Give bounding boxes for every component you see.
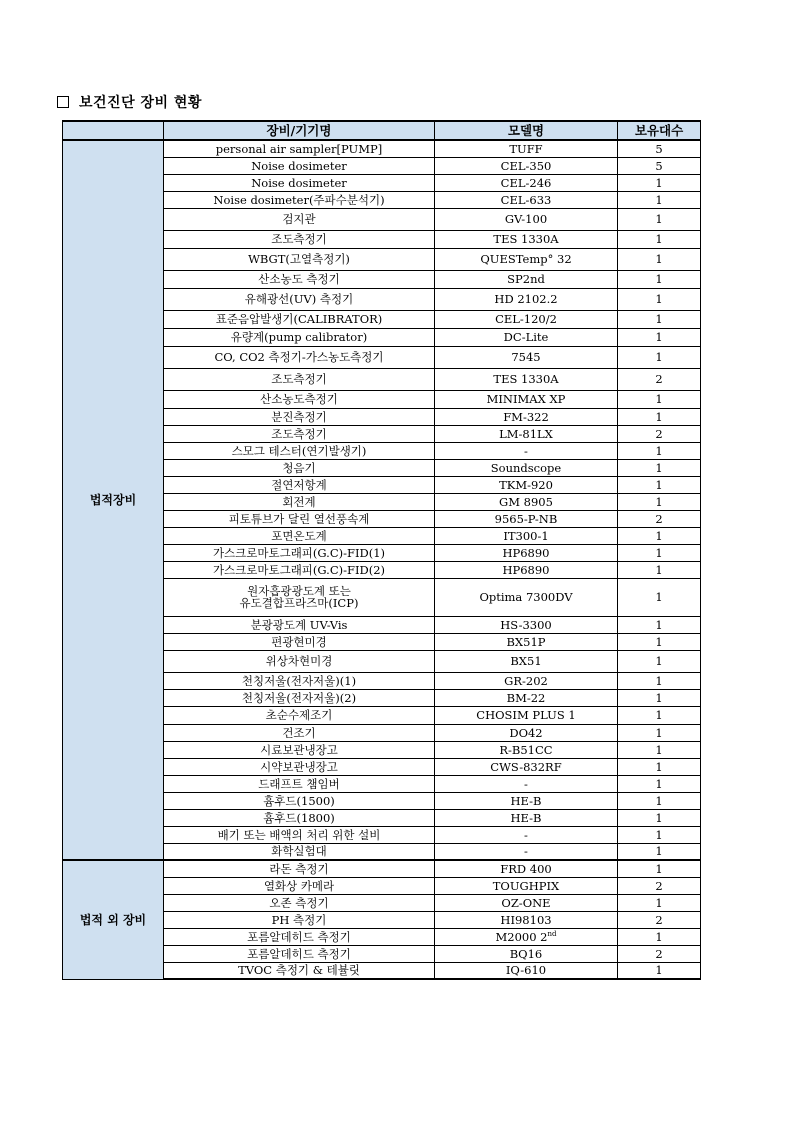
equipment-name-cell: 가스크로마토그래피(G.C)-FID(2) <box>164 561 435 578</box>
model-cell <box>435 706 618 724</box>
model-text: CWS-832RF <box>490 759 562 774</box>
table-row <box>63 140 701 157</box>
equipment-name-cell: 초순수제조기 <box>164 706 435 724</box>
model-text: TES 1330A <box>493 372 559 386</box>
count-cell: 1 <box>618 310 701 328</box>
model-text: FM-322 <box>503 409 549 424</box>
model-text: - <box>524 776 528 791</box>
model-cell <box>435 792 618 809</box>
group-label-cell: 법적 외 장비 <box>63 860 164 979</box>
equipment-name-cell: PH 측정기 <box>164 911 435 928</box>
count-cell: 1 <box>618 826 701 843</box>
model-cell <box>435 616 618 633</box>
model-cell <box>435 672 618 689</box>
model-cell <box>435 962 618 979</box>
count-cell: 5 <box>618 140 701 157</box>
model-cell <box>435 408 618 425</box>
model-text: Soundscope <box>490 460 562 475</box>
count-cell: 1 <box>618 288 701 310</box>
equipment-name-cell: 건조기 <box>164 724 435 741</box>
model-text: R-B51CC <box>499 742 553 757</box>
model-cell <box>435 230 618 248</box>
table-header-row <box>63 121 701 140</box>
count-cell: 1 <box>618 346 701 368</box>
model-cell <box>435 157 618 174</box>
model-text: GM 8905 <box>499 494 553 509</box>
count-cell: 5 <box>618 157 701 174</box>
model-text: DO42 <box>509 725 543 740</box>
equipment-name-cell: 위상차현미경 <box>164 650 435 672</box>
equipment-name-cell: 유해광선(UV) 측정기 <box>164 288 435 310</box>
model-cell <box>435 758 618 775</box>
model-text: TOUGHPIX <box>492 878 560 893</box>
equipment-name-line: 원자흡광광도계 또는 <box>247 584 351 598</box>
count-cell: 1 <box>618 809 701 826</box>
count-cell: 2 <box>618 877 701 894</box>
equipment-name-cell: Noise dosimeter <box>164 174 435 191</box>
model-text: HI98103 <box>500 912 552 927</box>
equipment-table <box>62 120 701 980</box>
model-cell <box>435 140 618 157</box>
model-cell <box>435 527 618 544</box>
header-group-cell <box>63 121 164 140</box>
count-cell: 1 <box>618 230 701 248</box>
count-cell: 1 <box>618 860 701 877</box>
model-cell <box>435 425 618 442</box>
count-cell: 1 <box>618 270 701 288</box>
model-text: HD 2102.2 <box>494 292 558 306</box>
equipment-name-cell: 천칭저울(전자저울)(2) <box>164 689 435 706</box>
equipment-name-cell: CO, CO2 측정기-가스농도측정기 <box>164 346 435 368</box>
equipment-name-cell: 흄후드(1800) <box>164 809 435 826</box>
equipment-name-cell: 청음기 <box>164 459 435 476</box>
equipment-name-cell: 포름알데히드 측정기 <box>164 945 435 962</box>
equipment-name-cell: 스모그 테스터(연기발생기) <box>164 442 435 459</box>
count-cell: 1 <box>618 724 701 741</box>
model-text: BX51 <box>510 654 542 668</box>
model-text: IT300-1 <box>503 528 549 543</box>
model-cell <box>435 775 618 792</box>
count-cell: 1 <box>618 962 701 979</box>
count-cell: 1 <box>618 578 701 616</box>
header-count: 보유대수 <box>618 121 701 140</box>
model-text: HE-B <box>510 810 542 825</box>
model-cell <box>435 724 618 741</box>
model-text: MINIMAX XP <box>486 392 566 406</box>
group-label-cell: 법적장비 <box>63 140 164 860</box>
model-text: HE-B <box>510 793 542 808</box>
header-name: 장비/기기명 <box>164 121 435 140</box>
model-text: HS-3300 <box>500 617 552 632</box>
equipment-name-cell: TVOC 측정기 & 테뷸릿 <box>164 962 435 979</box>
equipment-table-body <box>63 140 701 979</box>
equipment-name-cell: 조도측정기 <box>164 230 435 248</box>
equipment-name-cell: Noise dosimeter <box>164 157 435 174</box>
count-cell: 1 <box>618 493 701 510</box>
model-cell <box>435 633 618 650</box>
equipment-name-cell: personal air sampler[PUMP] <box>164 140 435 157</box>
model-text: CHOSIM PLUS 1 <box>476 708 576 722</box>
equipment-name-cell: 시약보관냉장고 <box>164 758 435 775</box>
model-text: BQ16 <box>509 946 543 961</box>
model-cell <box>435 191 618 208</box>
model-text: TES 1330A <box>493 232 559 246</box>
model-cell <box>435 346 618 368</box>
model-cell <box>435 270 618 288</box>
model-text: CEL-246 <box>500 175 552 190</box>
count-cell: 1 <box>618 616 701 633</box>
count-cell: 1 <box>618 650 701 672</box>
model-text: GV-100 <box>504 212 548 226</box>
model-cell <box>435 174 618 191</box>
equipment-name-cell: 오존 측정기 <box>164 894 435 911</box>
equipment-name-cell: 드래프트 챔임버 <box>164 775 435 792</box>
count-cell: 1 <box>618 843 701 860</box>
model-text: 7545 <box>511 350 541 364</box>
equipment-name-cell: WBGT(고열측정기) <box>164 248 435 270</box>
equipment-name-cell: 조도측정기 <box>164 425 435 442</box>
equipment-name-cell: 산소농도측정기 <box>164 390 435 408</box>
count-cell: 1 <box>618 527 701 544</box>
model-cell <box>435 877 618 894</box>
model-text: LM-81LX <box>499 426 553 441</box>
model-cell <box>435 368 618 390</box>
count-cell: 1 <box>618 328 701 346</box>
equipment-name-cell: 라돈 측정기 <box>164 860 435 877</box>
equipment-name-cell: 열화상 카메라 <box>164 877 435 894</box>
model-cell <box>435 741 618 758</box>
equipment-name-cell: 표준음압발생기(CALIBRATOR) <box>164 310 435 328</box>
model-cell <box>435 248 618 270</box>
model-cell <box>435 288 618 310</box>
equipment-name-line: 유도결합프라즈마(ICP) <box>239 596 359 610</box>
equipment-name-cell: 회전계 <box>164 493 435 510</box>
model-cell <box>435 561 618 578</box>
model-cell <box>435 476 618 493</box>
model-cell <box>435 328 618 346</box>
equipment-name-cell: 분진측정기 <box>164 408 435 425</box>
model-cell <box>435 544 618 561</box>
model-text: TUFF <box>509 141 543 156</box>
model-cell <box>435 493 618 510</box>
count-cell: 1 <box>618 561 701 578</box>
model-text: CEL-350 <box>500 158 552 173</box>
model-cell <box>435 894 618 911</box>
equipment-name-cell: 배기 또는 배액의 처리 위한 설비 <box>164 826 435 843</box>
equipment-name-cell: 산소농도 측정기 <box>164 270 435 288</box>
model-text: QUESTemp° 32 <box>480 252 572 266</box>
table-row <box>63 860 701 877</box>
count-cell: 1 <box>618 248 701 270</box>
count-cell: 1 <box>618 633 701 650</box>
model-superscript: nd <box>547 929 557 938</box>
model-cell <box>435 911 618 928</box>
count-cell: 1 <box>618 208 701 230</box>
model-text: HP6890 <box>502 562 550 577</box>
model-text: - <box>524 443 528 458</box>
equipment-name-cell <box>164 578 435 616</box>
count-cell: 1 <box>618 544 701 561</box>
equipment-name-cell: 시료보관냉장고 <box>164 741 435 758</box>
header-model: 모델명 <box>435 121 618 140</box>
model-cell <box>435 843 618 860</box>
model-cell <box>435 809 618 826</box>
equipment-name-cell: 편광현미경 <box>164 633 435 650</box>
model-text: M2000 2 <box>495 929 548 944</box>
count-cell: 2 <box>618 368 701 390</box>
equipment-name-cell: 검지관 <box>164 208 435 230</box>
model-text: FRD 400 <box>500 861 552 876</box>
count-cell: 1 <box>618 191 701 208</box>
model-cell <box>435 390 618 408</box>
count-cell: 2 <box>618 911 701 928</box>
equipment-name-cell: 포름알데히드 측정기 <box>164 928 435 945</box>
count-cell: 1 <box>618 706 701 724</box>
model-text: - <box>524 827 528 842</box>
equipment-name-cell: 유량계(pump calibrator) <box>164 328 435 346</box>
model-text: CEL-120/2 <box>495 312 557 326</box>
model-cell <box>435 860 618 877</box>
model-cell <box>435 945 618 962</box>
model-cell <box>435 510 618 527</box>
equipment-name-cell: 조도측정기 <box>164 368 435 390</box>
count-cell: 1 <box>618 792 701 809</box>
equipment-name-cell: 포면온도계 <box>164 527 435 544</box>
model-cell <box>435 650 618 672</box>
equipment-name-cell: 피토튜브가 달린 열선풍속계 <box>164 510 435 527</box>
count-cell: 1 <box>618 775 701 792</box>
model-cell <box>435 459 618 476</box>
count-cell: 2 <box>618 425 701 442</box>
model-text: DC-Lite <box>503 330 549 344</box>
equipment-name-cell: 가스크로마토그래피(G.C)-FID(1) <box>164 544 435 561</box>
model-text: GR-202 <box>504 673 548 688</box>
model-cell <box>435 208 618 230</box>
section-heading-text: 보건진단 장비 현황 <box>79 95 202 111</box>
count-cell: 1 <box>618 672 701 689</box>
count-cell: 1 <box>618 408 701 425</box>
count-cell: 1 <box>618 174 701 191</box>
count-cell: 2 <box>618 510 701 527</box>
model-text: BX51P <box>506 634 546 649</box>
model-cell <box>435 689 618 706</box>
count-cell: 1 <box>618 689 701 706</box>
count-cell: 1 <box>618 390 701 408</box>
model-text: SP2nd <box>507 272 545 286</box>
equipment-name-cell: 천칭저울(전자저울)(1) <box>164 672 435 689</box>
equipment-name-cell: 절연저항계 <box>164 476 435 493</box>
model-cell <box>435 928 618 945</box>
model-cell <box>435 310 618 328</box>
checkbox-square-icon <box>57 96 69 108</box>
model-text: TKM-920 <box>499 477 553 492</box>
section-heading <box>57 92 202 112</box>
model-text: Optima 7300DV <box>479 590 573 604</box>
model-cell <box>435 442 618 459</box>
model-text: HP6890 <box>502 545 550 560</box>
model-text: CEL-633 <box>500 192 552 207</box>
equipment-name-cell: Noise dosimeter(주파수분석기) <box>164 191 435 208</box>
model-text: OZ-ONE <box>501 895 551 910</box>
count-cell: 2 <box>618 945 701 962</box>
count-cell: 1 <box>618 894 701 911</box>
count-cell: 1 <box>618 928 701 945</box>
count-cell: 1 <box>618 442 701 459</box>
equipment-name-cell: 분광광도계 UV-Vis <box>164 616 435 633</box>
equipment-name-cell: 흄후드(1500) <box>164 792 435 809</box>
count-cell: 1 <box>618 741 701 758</box>
model-text: 9565-P-NB <box>494 511 558 526</box>
count-cell: 1 <box>618 758 701 775</box>
model-text: BM-22 <box>506 690 546 705</box>
model-text: - <box>524 844 528 859</box>
model-cell <box>435 826 618 843</box>
model-cell <box>435 578 618 616</box>
count-cell: 1 <box>618 476 701 493</box>
model-text: IQ-610 <box>505 963 547 978</box>
equipment-name-cell: 화학실험대 <box>164 843 435 860</box>
count-cell: 1 <box>618 459 701 476</box>
